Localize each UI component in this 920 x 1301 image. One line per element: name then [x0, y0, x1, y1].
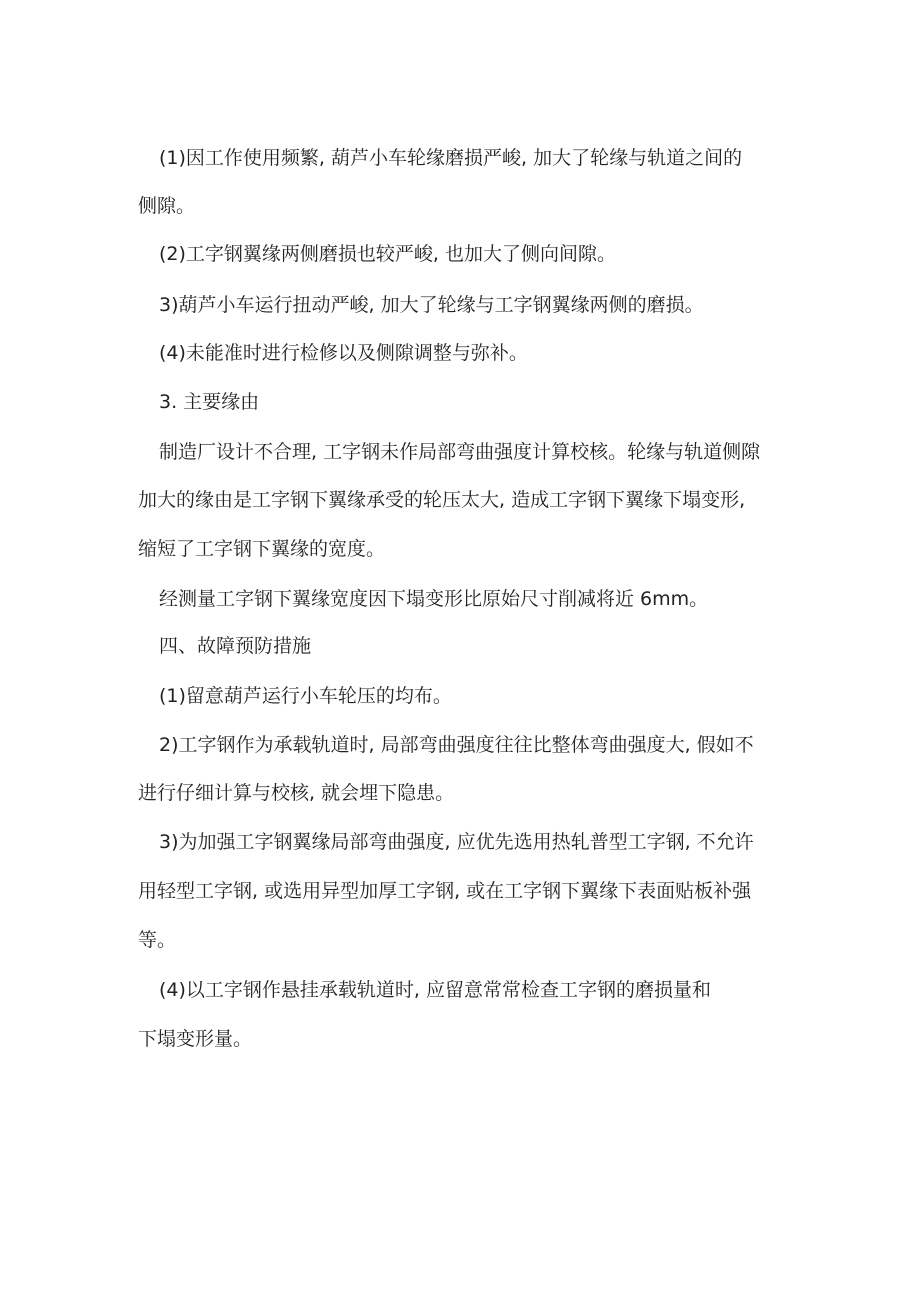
- paragraph-line: 下塌变形量。: [138, 1028, 253, 1050]
- section-heading: 四、故障预防措施: [159, 635, 312, 657]
- paragraph-line: 进行仔细计算与校核, 就会埋下隐患。: [138, 782, 455, 804]
- paragraph-line: 3)为加强工字钢翼缘局部弯曲强度, 应优先选用热轧普型工字钢, 不允许: [159, 831, 754, 853]
- paragraph-line: (4)未能准时进行检修以及侧隙调整与弥补。: [159, 342, 528, 364]
- paragraph-line: 3)葫芦小车运行扭动严峻, 加大了轮缘与工字钢翼缘两侧的磨损。: [159, 294, 704, 316]
- paragraph-line: 经测量工字钢下翼缘宽度因下塌变形比原始尺寸削减将近 6mm。: [159, 588, 709, 610]
- paragraph-line: 缩短了工字钢下翼缘的宽度。: [138, 538, 386, 560]
- paragraph-line: (1)因工作使用频繁, 葫芦小车轮缘磨损严峻, 加大了轮缘与轨道之间的: [159, 147, 743, 169]
- paragraph-line: 加大的缘由是工字钢下翼缘承受的轮压太大, 造成工字钢下翼缘下塌变形,: [138, 489, 746, 511]
- paragraph-line: 用轻型工字钢, 或选用异型加厚工字钢, 或在工字钢下翼缘下表面贴板补强: [138, 880, 752, 902]
- paragraph-line: (4)以工字钢作悬挂承载轨道时, 应留意常常检查工字钢的磨损量和: [159, 979, 711, 1001]
- paragraph-line: 侧隙。: [138, 195, 196, 217]
- section-heading: 3. 主要缘由: [159, 391, 260, 413]
- paragraph-line: 2)工字钢作为承载轨道时, 局部弯曲强度往往比整体弯曲强度大, 假如不: [159, 734, 754, 756]
- paragraph-line: 等。: [138, 929, 177, 951]
- paragraph-line: (2)工字钢翼缘两侧磨损也较严峻, 也加大了侧向间隙。: [159, 243, 616, 265]
- paragraph-line: 制造厂设计不合理, 工字钢未作局部弯曲强度计算校核。轮缘与轨道侧隙: [159, 441, 761, 463]
- paragraph-line: (1)留意葫芦运行小车轮压的均布。: [159, 685, 452, 707]
